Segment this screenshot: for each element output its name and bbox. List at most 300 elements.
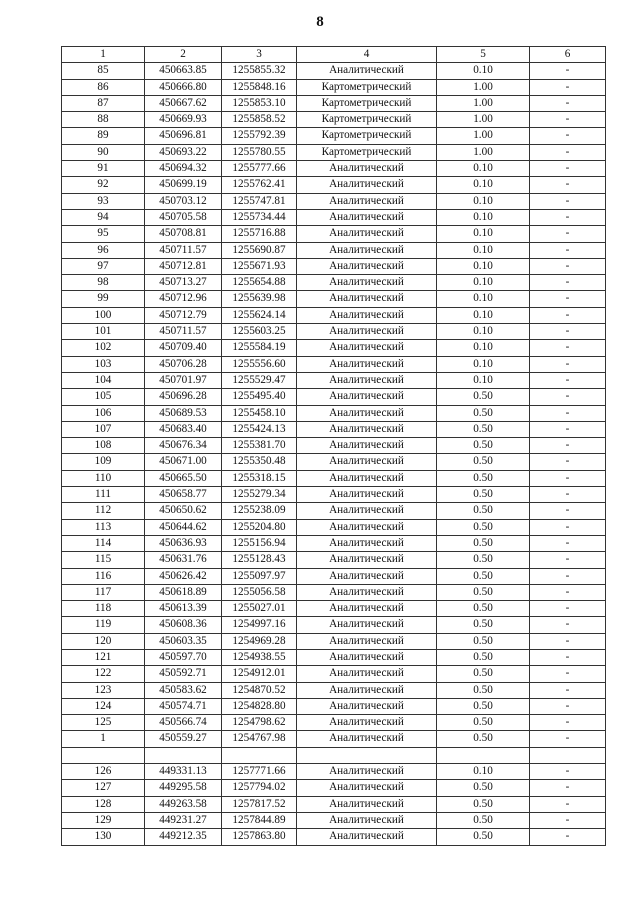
table-cell: Аналитический <box>297 242 437 258</box>
table-cell: 450566.74 <box>145 715 222 731</box>
table-row <box>62 242 606 258</box>
table-cell: - <box>530 356 606 372</box>
table-cell: - <box>530 193 606 209</box>
table-row <box>62 487 606 503</box>
table-cell: 1255780.55 <box>222 144 297 160</box>
table-cell: 450701.97 <box>145 372 222 388</box>
table-cell: Аналитический <box>297 291 437 307</box>
table-cell: 450666.80 <box>145 79 222 95</box>
table-cell: Аналитический <box>297 780 437 796</box>
table-cell: 0.10 <box>437 209 530 225</box>
table-cell: Аналитический <box>297 438 437 454</box>
table-cell: Аналитический <box>297 568 437 584</box>
table-cell: - <box>530 307 606 323</box>
table-row <box>62 291 606 307</box>
table-cell: 450712.96 <box>145 291 222 307</box>
table-row <box>62 307 606 323</box>
table-row <box>62 470 606 486</box>
table-cell: 1255318.15 <box>222 470 297 486</box>
table-cell: 450711.57 <box>145 324 222 340</box>
table-cell: 450713.27 <box>145 275 222 291</box>
table-cell: 96 <box>62 242 145 258</box>
table-row <box>62 324 606 340</box>
table-cell: 129 <box>62 812 145 828</box>
table-cell: 1255853.10 <box>222 95 297 111</box>
table-cell: 102 <box>62 340 145 356</box>
table-row <box>62 209 606 225</box>
table-cell: Аналитический <box>297 421 437 437</box>
table-cell: 1254828.80 <box>222 698 297 714</box>
table-cell: 0.50 <box>437 682 530 698</box>
table-cell: 1255762.41 <box>222 177 297 193</box>
table-cell: - <box>530 389 606 405</box>
table-cell: 1.00 <box>437 112 530 128</box>
table-cell: 98 <box>62 275 145 291</box>
table-cell: - <box>530 666 606 682</box>
table-row <box>62 780 606 796</box>
table-cell: 1255097.97 <box>222 568 297 584</box>
table-cell: 1255858.52 <box>222 112 297 128</box>
table-cell: Аналитический <box>297 617 437 633</box>
table-cell: 118 <box>62 601 145 617</box>
table-row <box>62 552 606 568</box>
table-cell: - <box>530 698 606 714</box>
table-cell: 0.10 <box>437 291 530 307</box>
table-cell: 86 <box>62 79 145 95</box>
table-cell: 125 <box>62 715 145 731</box>
table-cell <box>437 747 530 763</box>
table-cell: 1255792.39 <box>222 128 297 144</box>
table-cell: - <box>530 128 606 144</box>
table-cell: 1.00 <box>437 95 530 111</box>
table-cell: 449295.58 <box>145 780 222 796</box>
table-cell: 450636.93 <box>145 535 222 551</box>
table-cell: 450667.62 <box>145 95 222 111</box>
table-cell: - <box>530 324 606 340</box>
column-header: 3 <box>222 47 297 63</box>
table-row <box>62 584 606 600</box>
table-cell: 1255848.16 <box>222 79 297 95</box>
table-cell: 1255556.60 <box>222 356 297 372</box>
table-cell: Аналитический <box>297 63 437 79</box>
table-cell: 0.10 <box>437 226 530 242</box>
table-row <box>62 698 606 714</box>
table-cell: - <box>530 209 606 225</box>
table-row <box>62 356 606 372</box>
table-cell: 449212.35 <box>145 829 222 845</box>
table-cell: - <box>530 144 606 160</box>
table-cell: Аналитический <box>297 829 437 845</box>
table-cell: 101 <box>62 324 145 340</box>
column-header: 5 <box>437 47 530 63</box>
table-cell: 0.10 <box>437 177 530 193</box>
table-cell: 0.50 <box>437 487 530 503</box>
table-cell: 0.10 <box>437 63 530 79</box>
table-cell: 1 <box>62 731 145 747</box>
table-cell: 108 <box>62 438 145 454</box>
table-row <box>62 405 606 421</box>
table-cell: - <box>530 519 606 535</box>
table-cell: 0.10 <box>437 161 530 177</box>
table-row <box>62 112 606 128</box>
table-row <box>62 535 606 551</box>
table-cell: 0.50 <box>437 649 530 665</box>
table-row <box>62 340 606 356</box>
table-row <box>62 519 606 535</box>
table-row <box>62 161 606 177</box>
table-body <box>62 63 606 845</box>
table-cell: 450693.22 <box>145 144 222 160</box>
table-cell <box>297 747 437 763</box>
table-cell: 127 <box>62 780 145 796</box>
table-cell: 0.10 <box>437 258 530 274</box>
table-cell: 1255424.13 <box>222 421 297 437</box>
table-cell: 0.50 <box>437 601 530 617</box>
table-cell: 450709.40 <box>145 340 222 356</box>
table-cell: Аналитический <box>297 470 437 486</box>
table-cell: 1257844.89 <box>222 812 297 828</box>
table-cell: - <box>530 275 606 291</box>
table-cell: Аналитический <box>297 193 437 209</box>
table-cell: 0.10 <box>437 764 530 780</box>
table-cell: - <box>530 535 606 551</box>
table-cell: 1255458.10 <box>222 405 297 421</box>
table-row <box>62 829 606 845</box>
table-cell: Аналитический <box>297 796 437 812</box>
table-row <box>62 454 606 470</box>
table-cell <box>530 747 606 763</box>
table-cell: - <box>530 780 606 796</box>
table-cell: 119 <box>62 617 145 633</box>
table-cell: 97 <box>62 258 145 274</box>
table-cell: 88 <box>62 112 145 128</box>
table-cell: 1257771.66 <box>222 764 297 780</box>
table-cell: Аналитический <box>297 698 437 714</box>
table-cell: 123 <box>62 682 145 698</box>
column-header: 6 <box>530 47 606 63</box>
table-cell: 110 <box>62 470 145 486</box>
table-cell: 122 <box>62 666 145 682</box>
table-cell: 1255654.88 <box>222 275 297 291</box>
table-cell: 449231.27 <box>145 812 222 828</box>
table-cell: - <box>530 764 606 780</box>
table-cell <box>62 747 145 763</box>
table-cell: Аналитический <box>297 177 437 193</box>
table-cell: 107 <box>62 421 145 437</box>
table-row <box>62 666 606 682</box>
table-cell: 128 <box>62 796 145 812</box>
table-cell: 450676.34 <box>145 438 222 454</box>
table-cell: 90 <box>62 144 145 160</box>
table-cell: - <box>530 161 606 177</box>
table-cell: 450583.62 <box>145 682 222 698</box>
blank-separator-row <box>62 747 606 763</box>
table-cell: 450650.62 <box>145 503 222 519</box>
table-cell: 1255128.43 <box>222 552 297 568</box>
table-cell: 1254870.52 <box>222 682 297 698</box>
table-cell: 450663.85 <box>145 63 222 79</box>
table-cell: 112 <box>62 503 145 519</box>
table-cell: Аналитический <box>297 731 437 747</box>
table-cell: Картометрический <box>297 95 437 111</box>
table-cell: 450669.93 <box>145 112 222 128</box>
table-cell: 85 <box>62 63 145 79</box>
table-cell: - <box>530 470 606 486</box>
column-header: 4 <box>297 47 437 63</box>
table-cell: - <box>530 372 606 388</box>
table-cell: - <box>530 226 606 242</box>
table-cell: 124 <box>62 698 145 714</box>
table-row <box>62 715 606 731</box>
table-cell: Аналитический <box>297 633 437 649</box>
table-cell: 450665.50 <box>145 470 222 486</box>
table-cell: Аналитический <box>297 682 437 698</box>
table-cell: Аналитический <box>297 209 437 225</box>
table-cell <box>145 747 222 763</box>
table-cell: - <box>530 715 606 731</box>
table-cell: 450626.42 <box>145 568 222 584</box>
table-cell: Аналитический <box>297 372 437 388</box>
table-cell: 0.50 <box>437 731 530 747</box>
table-row <box>62 128 606 144</box>
table-cell: Аналитический <box>297 552 437 568</box>
table-cell: Картометрический <box>297 112 437 128</box>
table-row <box>62 177 606 193</box>
table-row <box>62 372 606 388</box>
table-cell: - <box>530 796 606 812</box>
table-cell: 116 <box>62 568 145 584</box>
table-cell: 449263.58 <box>145 796 222 812</box>
table-cell: 1.00 <box>437 128 530 144</box>
table-cell: Аналитический <box>297 356 437 372</box>
table-cell: 0.50 <box>437 552 530 568</box>
table-cell: - <box>530 682 606 698</box>
table-cell: Аналитический <box>297 454 437 470</box>
table-cell: 0.50 <box>437 633 530 649</box>
table-row <box>62 79 606 95</box>
table-cell: 450706.28 <box>145 356 222 372</box>
table-cell: Аналитический <box>297 324 437 340</box>
table-cell: 113 <box>62 519 145 535</box>
table-cell: 0.10 <box>437 372 530 388</box>
table-cell: 450618.89 <box>145 584 222 600</box>
table-cell: - <box>530 649 606 665</box>
table-cell: 1255716.88 <box>222 226 297 242</box>
table-cell: - <box>530 95 606 111</box>
table-cell: 1254969.28 <box>222 633 297 649</box>
table-cell: 0.50 <box>437 389 530 405</box>
table-row <box>62 633 606 649</box>
table-cell: 0.50 <box>437 698 530 714</box>
table-cell: 0.10 <box>437 275 530 291</box>
table-cell: 1255690.87 <box>222 242 297 258</box>
table-cell: 0.10 <box>437 356 530 372</box>
table-row <box>62 95 606 111</box>
table-cell: 1255204.80 <box>222 519 297 535</box>
table-cell: 0.50 <box>437 796 530 812</box>
table-cell: Аналитический <box>297 503 437 519</box>
table-cell: 95 <box>62 226 145 242</box>
table-cell: - <box>530 454 606 470</box>
table-cell: 0.50 <box>437 535 530 551</box>
table-cell: 87 <box>62 95 145 111</box>
table-cell: 1255671.93 <box>222 258 297 274</box>
table-cell: 0.50 <box>437 812 530 828</box>
table-cell: 450631.76 <box>145 552 222 568</box>
table-cell: 0.50 <box>437 568 530 584</box>
table-cell: 450613.39 <box>145 601 222 617</box>
coordinates-table <box>61 46 606 846</box>
table-cell: 450705.58 <box>145 209 222 225</box>
table-cell: Аналитический <box>297 715 437 731</box>
table-cell: 104 <box>62 372 145 388</box>
table-cell: 1254767.98 <box>222 731 297 747</box>
table-cell: 450597.70 <box>145 649 222 665</box>
table-cell: 1255734.44 <box>222 209 297 225</box>
table-cell: Аналитический <box>297 601 437 617</box>
table-cell: 0.50 <box>437 617 530 633</box>
table-row <box>62 796 606 812</box>
table-cell: 1257794.02 <box>222 780 297 796</box>
table-cell: 0.50 <box>437 715 530 731</box>
table-cell: 1255855.32 <box>222 63 297 79</box>
table-row <box>62 226 606 242</box>
table-cell: 0.50 <box>437 405 530 421</box>
table-cell: 450689.53 <box>145 405 222 421</box>
table-cell: 1255156.94 <box>222 535 297 551</box>
table-cell: 1255238.09 <box>222 503 297 519</box>
table-cell: - <box>530 291 606 307</box>
table-cell: 1257863.80 <box>222 829 297 845</box>
table-cell: Картометрический <box>297 79 437 95</box>
column-header: 1 <box>62 47 145 63</box>
table-cell: 105 <box>62 389 145 405</box>
table-cell: 89 <box>62 128 145 144</box>
table-cell: 0.50 <box>437 503 530 519</box>
table-cell: 450658.77 <box>145 487 222 503</box>
table-cell: - <box>530 340 606 356</box>
table-cell: 1255056.58 <box>222 584 297 600</box>
table-cell: Аналитический <box>297 487 437 503</box>
table-cell: 0.10 <box>437 340 530 356</box>
table-cell: 1255777.66 <box>222 161 297 177</box>
table-cell: 450703.12 <box>145 193 222 209</box>
table-cell: 130 <box>62 829 145 845</box>
table-cell: - <box>530 487 606 503</box>
table-row <box>62 63 606 79</box>
table-cell: 0.10 <box>437 242 530 258</box>
table-cell: 0.50 <box>437 438 530 454</box>
table-cell: 103 <box>62 356 145 372</box>
table-cell: - <box>530 258 606 274</box>
table-cell: 0.50 <box>437 666 530 682</box>
table-cell: 1254938.55 <box>222 649 297 665</box>
table-cell: 1255747.81 <box>222 193 297 209</box>
table-cell: - <box>530 438 606 454</box>
table-cell: Аналитический <box>297 340 437 356</box>
column-header: 2 <box>145 47 222 63</box>
table-cell: Аналитический <box>297 307 437 323</box>
table-row <box>62 731 606 747</box>
table-cell: Аналитический <box>297 812 437 828</box>
table-cell: - <box>530 63 606 79</box>
table-cell: 1255529.47 <box>222 372 297 388</box>
table-cell: Аналитический <box>297 161 437 177</box>
table-cell: 115 <box>62 552 145 568</box>
table-cell: - <box>530 731 606 747</box>
table-row <box>62 421 606 437</box>
table-cell: - <box>530 405 606 421</box>
table-cell: 99 <box>62 291 145 307</box>
table-cell: 0.50 <box>437 829 530 845</box>
table-cell: 120 <box>62 633 145 649</box>
table-cell: - <box>530 568 606 584</box>
table-cell: 1255624.14 <box>222 307 297 323</box>
table-cell: 450592.71 <box>145 666 222 682</box>
table-cell: - <box>530 812 606 828</box>
table-cell: - <box>530 552 606 568</box>
table-cell: - <box>530 617 606 633</box>
table-row <box>62 812 606 828</box>
table-cell: 117 <box>62 584 145 600</box>
table-cell: 0.50 <box>437 421 530 437</box>
table-cell: Аналитический <box>297 389 437 405</box>
table-cell: 450608.36 <box>145 617 222 633</box>
table-row <box>62 601 606 617</box>
table-cell: 450711.57 <box>145 242 222 258</box>
table-cell: 111 <box>62 487 145 503</box>
table-cell: Картометрический <box>297 128 437 144</box>
table-row <box>62 617 606 633</box>
table-cell: 450712.79 <box>145 307 222 323</box>
table-row <box>62 764 606 780</box>
table-cell: 0.50 <box>437 584 530 600</box>
table-cell: Аналитический <box>297 405 437 421</box>
table-cell: 106 <box>62 405 145 421</box>
table-cell: 0.10 <box>437 193 530 209</box>
table-cell: 0.50 <box>437 454 530 470</box>
table-cell: Аналитический <box>297 275 437 291</box>
table-cell: 1255279.34 <box>222 487 297 503</box>
table-cell: - <box>530 421 606 437</box>
table-cell: 91 <box>62 161 145 177</box>
table-row <box>62 503 606 519</box>
table-cell: 92 <box>62 177 145 193</box>
table-cell: 0.10 <box>437 307 530 323</box>
table-cell: 126 <box>62 764 145 780</box>
table-row <box>62 258 606 274</box>
table-cell: 450708.81 <box>145 226 222 242</box>
table-cell: 1257817.52 <box>222 796 297 812</box>
table-cell: - <box>530 503 606 519</box>
table-cell: 449331.13 <box>145 764 222 780</box>
table-cell: Аналитический <box>297 226 437 242</box>
table-cell: - <box>530 112 606 128</box>
table-cell: 1255639.98 <box>222 291 297 307</box>
table-cell: - <box>530 633 606 649</box>
table-cell: 94 <box>62 209 145 225</box>
table-cell: 1254912.01 <box>222 666 297 682</box>
table-cell: 450683.40 <box>145 421 222 437</box>
table-cell: Аналитический <box>297 258 437 274</box>
table-row <box>62 682 606 698</box>
table-cell: Аналитический <box>297 535 437 551</box>
table-cell: 100 <box>62 307 145 323</box>
table-cell: - <box>530 242 606 258</box>
table-cell: 1255027.01 <box>222 601 297 617</box>
table-cell: 1255495.40 <box>222 389 297 405</box>
table-cell: - <box>530 177 606 193</box>
